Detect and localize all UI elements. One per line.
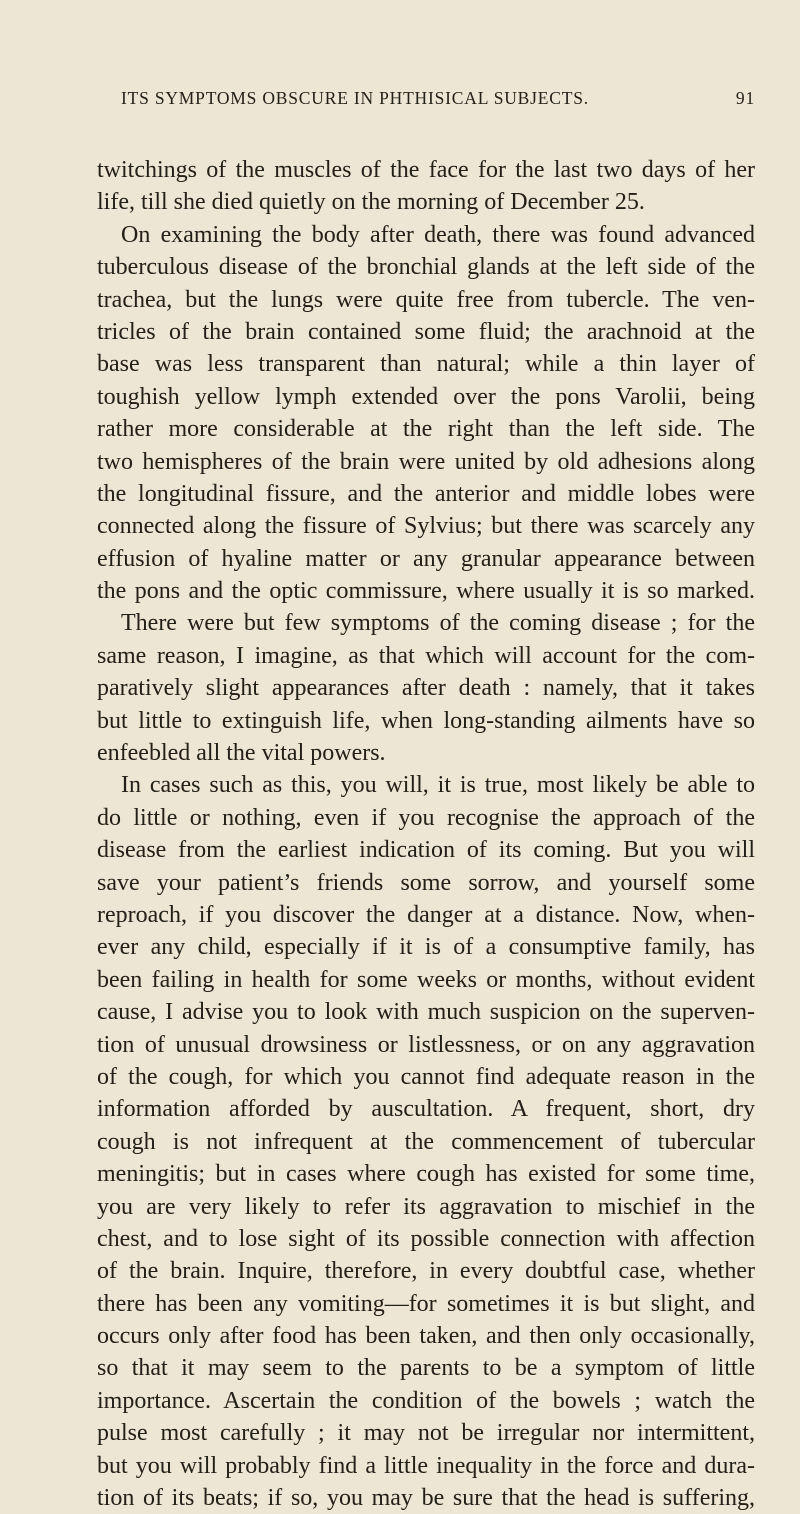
text-line: been failing in health for some weeks or months, without evident [97, 966, 755, 993]
running-head [97, 88, 755, 114]
text-line: enfeebled all the vital powers. [97, 740, 386, 767]
text-line: there has been any vomiting—for sometimes it is but slight, and [97, 1290, 755, 1317]
text-line: save your patient’s friends some sorrow, and yourself some [97, 869, 755, 896]
text-line: effusion of hyaline matter or any granular appearance between [97, 545, 755, 572]
text-line: cause, I advise you to look with much suspicion on the superven- [97, 999, 755, 1026]
text-line: do little or nothing, even if you recognise the approach of the [97, 804, 755, 831]
running-head-title: ITS SYMPTOMS OBSCURE IN PHTHISICAL SUBJECTS. [121, 88, 589, 108]
text-line: information afforded by auscultation. A frequent, short, dry [97, 1096, 755, 1123]
text-line: you are very likely to refer its aggravation to mischief in the [97, 1193, 755, 1220]
text-line: meningitis; but in cases where cough has existed for some time, [97, 1161, 755, 1188]
text-line: rather more considerable at the right than the left side. The [97, 416, 755, 443]
text-line: There were but few symptoms of the coming disease ; for the [121, 610, 755, 637]
text-line: same reason, I imagine, as that which will account for the com- [97, 642, 755, 669]
text-line: tricles of the brain contained some fluid; the arachnoid at the [97, 318, 755, 345]
text-line: ever any child, especially if it is of a consumptive family, has [97, 934, 755, 961]
text-line: two hemispheres of the brain were united by old adhesions along [97, 448, 755, 475]
text-line: In cases such as this, you will, it is true, most likely be able to [121, 772, 755, 799]
text-line: tion of its beats; if so, you may be sure that the head is suffering, [97, 1485, 755, 1512]
text-line: pulse most carefully ; it may not be irregular nor intermittent, [97, 1420, 755, 1447]
text-line: but you will probably find a little inequality in the force and dura- [97, 1452, 755, 1479]
text-line: tuberculous disease of the bronchial glands at the left side of the [97, 254, 755, 281]
text-line: base was less transparent than natural; while a thin layer of [97, 351, 755, 378]
text-line: tion of unusual drowsiness or listlessness, or on any aggravation [97, 1031, 755, 1058]
text-line: On examining the body after death, there was found advanced [121, 221, 755, 248]
text-line: the longitudinal fissure, and the anterior and middle lobes were [97, 480, 755, 507]
text-line: paratively slight appearances after death : namely, that it takes [97, 675, 755, 702]
text-line: cough is not infrequent at the commencement of tubercular [97, 1128, 755, 1155]
text-line: the pons and the optic commissure, where usually it is so marked. [97, 578, 755, 605]
text-line: of the cough, for which you cannot find adequate reason in the [97, 1063, 755, 1090]
text-line: reproach, if you discover the danger at a distance. Now, when- [97, 901, 755, 928]
text-line: toughish yellow lymph extended over the pons Varolii, being [97, 383, 755, 410]
text-line: twitchings of the muscles of the face for the last two days of her [97, 157, 755, 183]
body-text [97, 154, 755, 1514]
text-line: but little to extinguish life, when long-standing ailments have so [97, 707, 755, 734]
text-line: chest, and to lose sight of its possible connection with affection [97, 1225, 755, 1252]
text-line: importance. Ascertain the condition of the bowels ; watch the [97, 1387, 755, 1414]
text-line: life, till she died quietly on the morning of December 25. [97, 189, 645, 216]
text-line: so that it may seem to the parents to be a symptom of little [97, 1355, 755, 1382]
text-line: disease from the earliest indication of its coming. But you will [97, 837, 755, 864]
text-line: connected along the fissure of Sylvius; but there was scarcely any [97, 513, 755, 540]
text-line: of the brain. Inquire, therefore, in every doubtful case, whether [97, 1258, 755, 1285]
text-line: trachea, but the lungs were quite free from tubercle. The ven- [97, 286, 755, 313]
text-line: occurs only after food has been taken, and then only occasionally, [97, 1323, 755, 1350]
page-number: 91 [735, 88, 755, 108]
